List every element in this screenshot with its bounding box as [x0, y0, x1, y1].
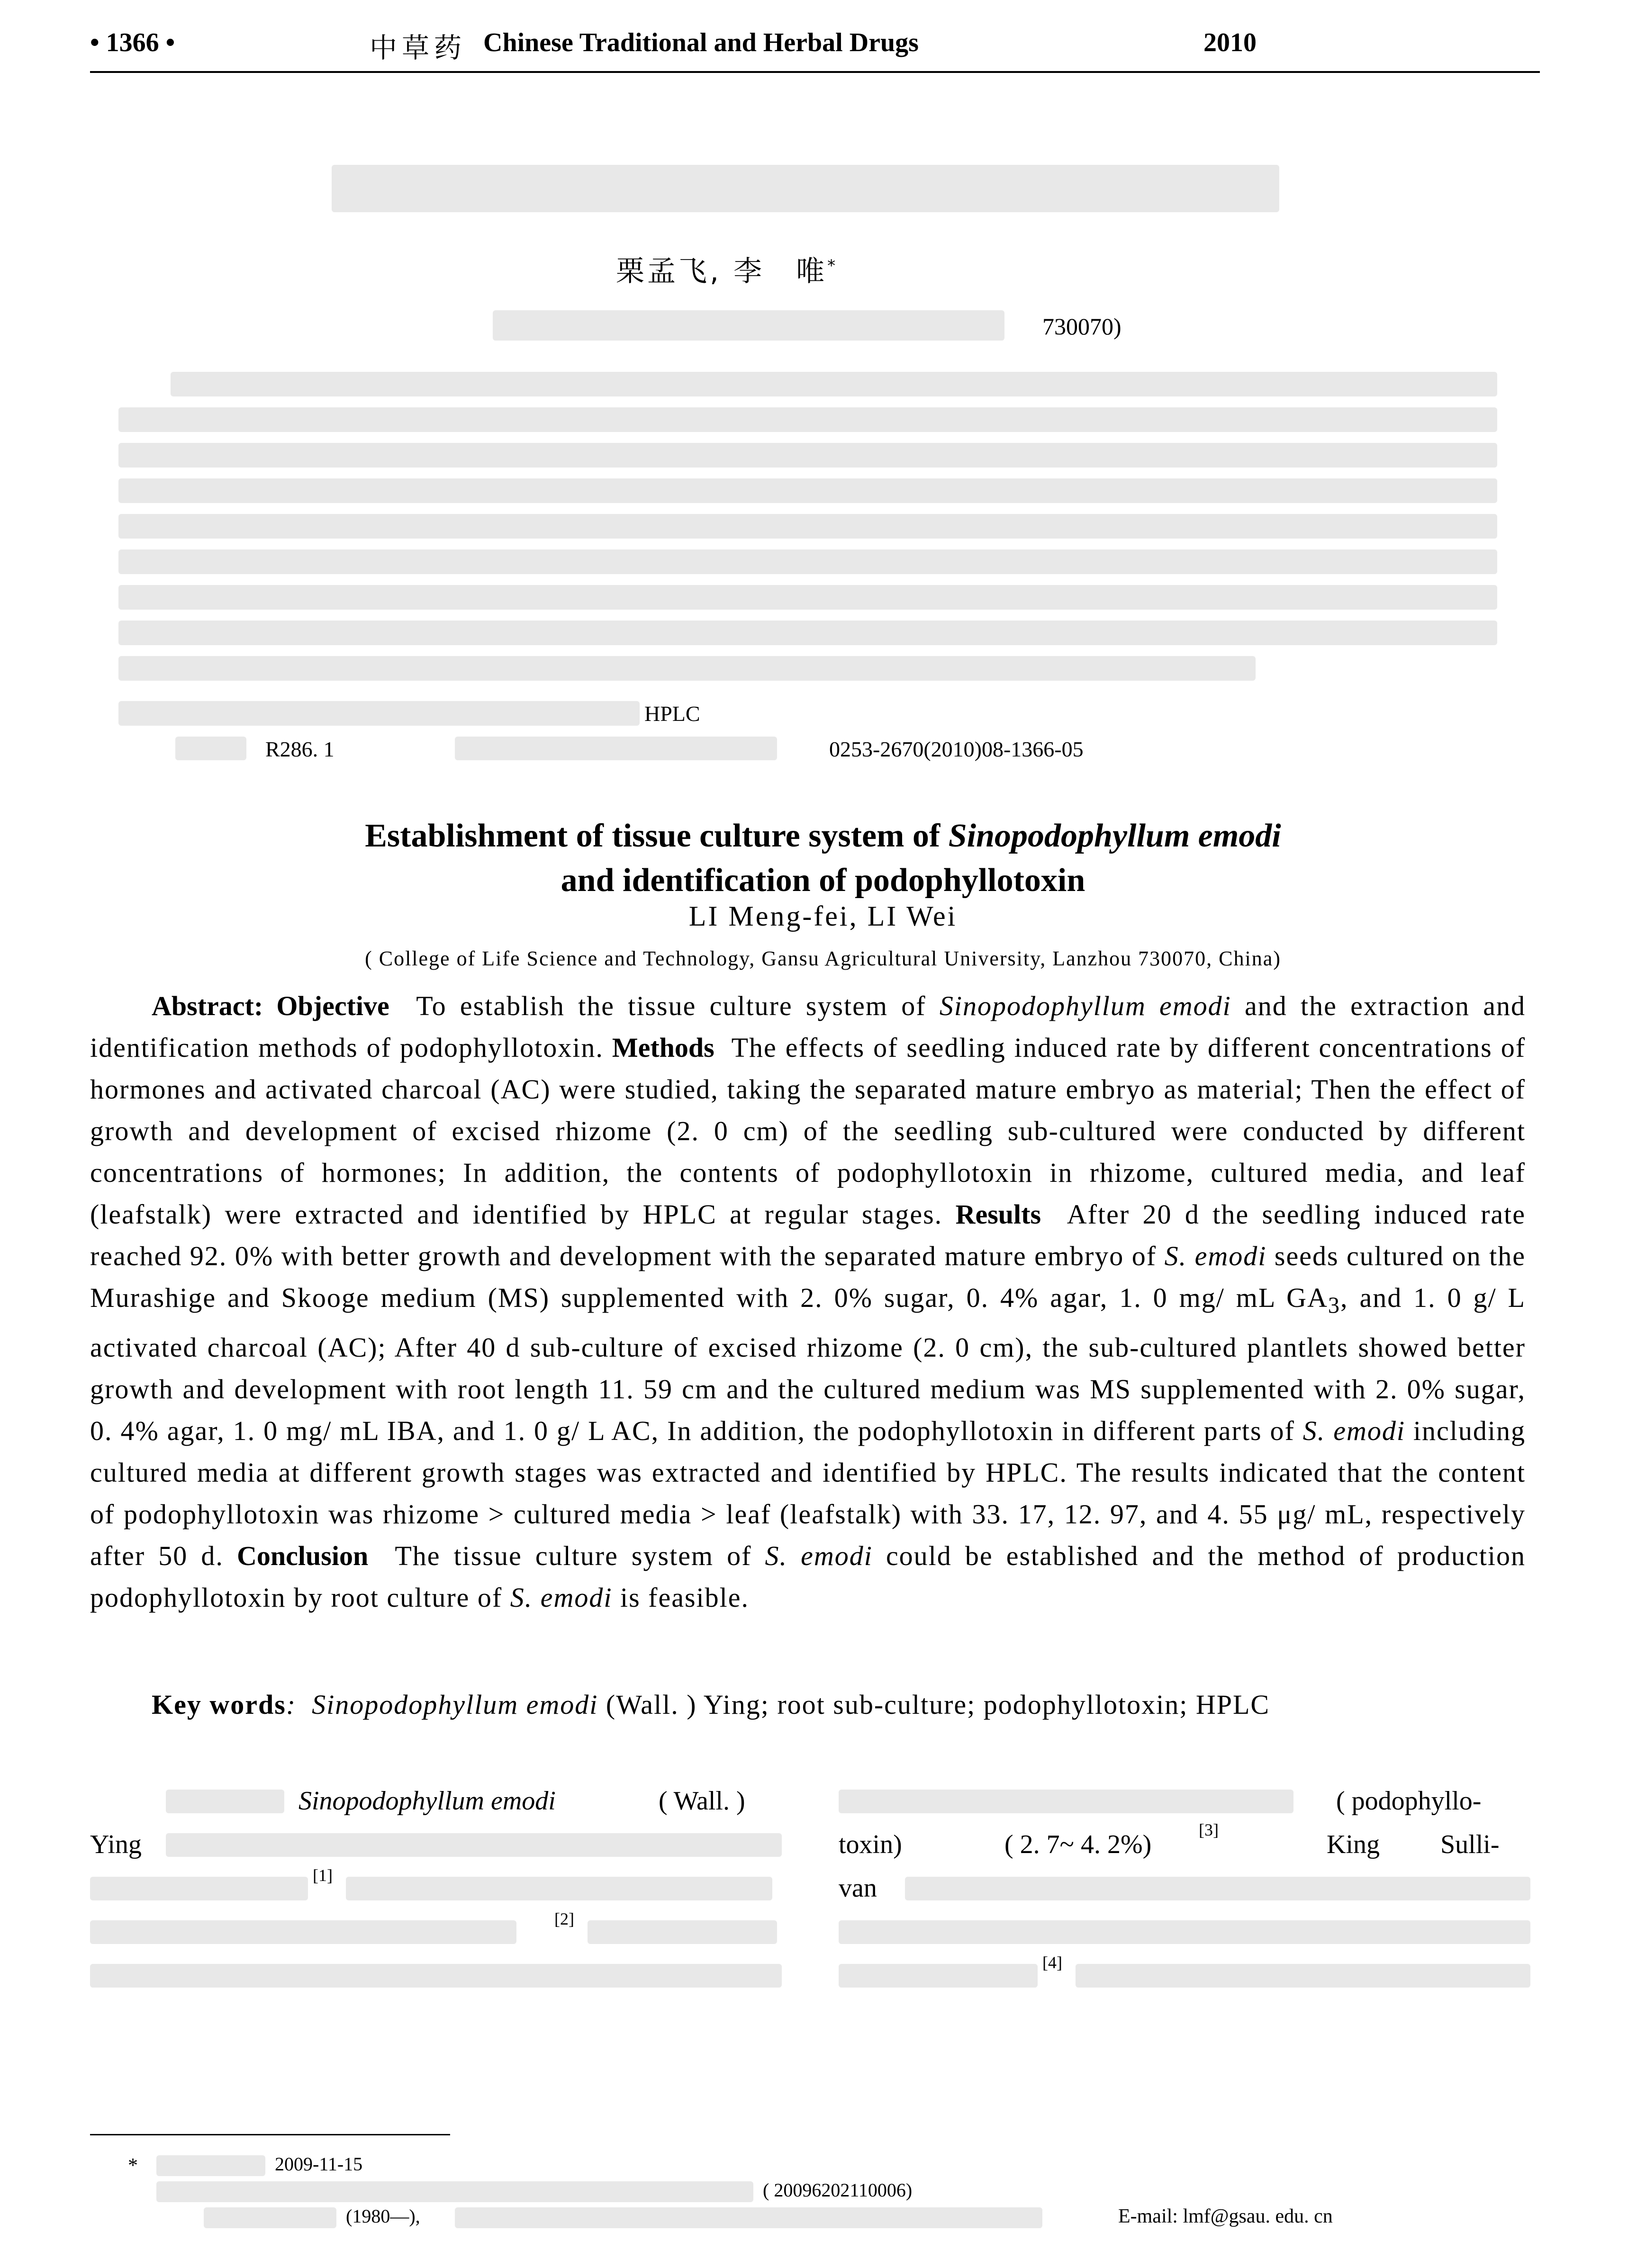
body-cn-text — [90, 1920, 516, 1944]
results-text: After 20 d the seedling induced rate reached 92. 0% with better growth and development with the separated mature embryo of — [90, 1199, 1526, 1271]
body-cn-text — [839, 1920, 1530, 1944]
title-line1: Establishment of tissue culture system of — [365, 818, 949, 854]
footnote-email: E-mail: lmf@gsau. edu. cn — [1118, 2205, 1333, 2227]
footnote-birth-year: (1980—), — [346, 2205, 420, 2227]
body-cn-text — [90, 1964, 782, 1988]
running-header — [90, 27, 1540, 65]
body-cn-text — [839, 1964, 1038, 1988]
conclusion-species: S. emodi — [765, 1540, 873, 1571]
footnote-grant-number: ( 20096202110006) — [763, 2179, 913, 2201]
title-line2: and identification of podophyllotoxin — [561, 862, 1085, 899]
chinese-abstract-line — [118, 407, 1497, 432]
chinese-class-label-unreadable — [175, 737, 246, 760]
chinese-abstract-line — [118, 656, 1256, 681]
author-footnote-mark: * — [827, 256, 839, 275]
english-affiliation: ( College of Life Science and Technology, Gansu Agricultural University, Lanzhou 730070, China) — [365, 947, 1281, 970]
body-sulli: Sulli- — [1440, 1830, 1500, 1859]
footnote-received-date: 2009-11-15 — [275, 2153, 363, 2175]
journal-name-cn: 中草药 — [370, 32, 467, 64]
keywords-label: Key words — [152, 1689, 286, 1720]
conclusion-label: Conclusion — [237, 1540, 369, 1571]
results-text: seeds cultured on the Murashige and Skooge medium (MS) supplemented with 2. 0% sugar, 0. 4% agar, 1. 0 mg/ mL GA — [90, 1241, 1526, 1313]
results-text: , and 1. 0 g/ L activated charcoal (AC); After 40 d sub-culture of excised rhizome (2. 0 cm), the sub-cultured plantlets showed better growth and development with root length 11. 59 cm and the cultured medium was MS supplemented with 2. 0% sugar, 0. 4% agar, 1. 0 mg/ mL IBA, and 1. 0 g/ L AC, In addition, the podophyllotoxin in different parts of — [90, 1282, 1526, 1446]
conclusion-species: S. emodi — [510, 1582, 613, 1613]
conclusion-text: The tissue culture system of — [395, 1540, 765, 1571]
classification-number: R286. 1 — [265, 737, 335, 761]
body-left-column — [90, 1786, 787, 2036]
english-keywords — [152, 1689, 1526, 1720]
chinese-abstract-line — [118, 549, 1497, 574]
title-species: Sinopodophyllum emodi — [948, 818, 1281, 854]
article-number: 0253-2670(2010)08-1366-05 — [829, 737, 1084, 761]
objective-text: To establish the tissue culture system of — [416, 990, 940, 1021]
body-cn-text — [90, 1877, 308, 1900]
keywords-colon: : — [286, 1689, 297, 1720]
body-toxin: toxin) — [839, 1830, 902, 1859]
chinese-abstract-line — [118, 443, 1497, 468]
methods-text: The effects of seedling induced rate by different concentrations of hormones and activated charcoal (AC) were studied, taking the separated mature embryo as material; Then the effect of growth and development of excised rhizome (2. 0 cm) of the seedling sub-cultured were conducted by different concentrations of hormones; In addition, the contents of podophyllotoxin in rhizome, cultured media, and leaf (leafstalk) were extracted and identified by HPLC at regular stages. — [90, 1032, 1526, 1230]
english-abstract — [90, 985, 1526, 1619]
body-cn-text — [166, 1790, 284, 1813]
chinese-abstract-line — [118, 585, 1497, 610]
body-species: Sinopodophyllum emodi — [298, 1786, 556, 1816]
body-percentage: ( 2. 7~ 4. 2%) — [1004, 1830, 1152, 1859]
footnote-bio-unreadable — [455, 2207, 1042, 2228]
chinese-abstract-line — [118, 621, 1497, 645]
objective-text-end: and the extraction and identification methods of podophyllotoxin. — [90, 990, 1526, 1063]
footnote-rule — [90, 2134, 450, 2135]
chinese-author-names: 栗孟飞, 李 唯 — [616, 255, 828, 288]
footnote-bio-unreadable — [204, 2207, 336, 2228]
body-cn-text — [839, 1790, 1293, 1813]
results-label: Results — [955, 1199, 1041, 1230]
body-authority: ( Wall. ) — [659, 1786, 745, 1816]
body-king: King — [1327, 1830, 1380, 1859]
footnote-received-label-unreadable — [156, 2155, 265, 2176]
footnote-grant-unreadable — [156, 2181, 753, 2202]
body-cn-text — [346, 1877, 772, 1900]
body-cn-text — [905, 1877, 1530, 1900]
chinese-doc-code-unreadable — [455, 737, 777, 760]
keywords-list: (Wall. ) Ying; root sub-culture; podophyllotoxin; HPLC — [598, 1689, 1270, 1720]
chinese-abstract-line — [118, 478, 1497, 503]
chinese-keywords-unreadable — [118, 701, 640, 726]
results-species: S. emodi — [1302, 1415, 1405, 1446]
header-rule — [90, 71, 1540, 73]
journal-year: 2010 — [1203, 28, 1257, 57]
chinese-authors — [616, 249, 838, 289]
english-authors: LI Meng-fei, LI Wei — [688, 900, 958, 932]
body-right-column — [839, 1786, 1535, 2036]
journal-name-en: Chinese Traditional and Herbal Drugs — [483, 28, 919, 57]
results-species: S. emodi — [1164, 1241, 1267, 1271]
chinese-title-unreadable — [332, 165, 1279, 212]
body-podophyllo: ( podophyllo- — [1336, 1786, 1482, 1816]
objective-species: Sinopodophyllum emodi — [939, 990, 1231, 1021]
body-cn-text — [588, 1920, 777, 1944]
body-ref-1: [1] — [313, 1866, 333, 1885]
abstract-label: Abstract: — [152, 990, 263, 1021]
footnote-star: * — [128, 2155, 138, 2177]
body-ref-2: [2] — [554, 1909, 574, 1928]
body-ref-4: [4] — [1042, 1953, 1062, 1972]
conclusion-text: is feasible. — [612, 1582, 750, 1613]
body-cn-text — [1076, 1964, 1530, 1988]
conclusion-text: could be established and the method of production podophyllotoxin by root culture of — [90, 1540, 1526, 1613]
objective-label: Objective — [276, 990, 389, 1021]
body-cn-text — [166, 1833, 782, 1857]
ga-subscript: 3 — [1328, 1293, 1341, 1318]
chinese-abstract-line — [118, 514, 1497, 539]
english-title — [95, 814, 1551, 903]
chinese-keywords-hplc: HPLC — [644, 702, 700, 726]
chinese-affiliation-unreadable — [493, 310, 1004, 341]
body-van: van — [839, 1873, 877, 1903]
chinese-affiliation-zip: 730070) — [1042, 313, 1121, 340]
results-text: including cultured media at different growth stages was extracted and identified by HPLC. The results indicated that the content of podophyllotoxin was rhizome > cultured media > leaf (leafstalk) with 33. 17, 12. 97, and 4. 55 μg/ mL, respectively after 50 d. — [90, 1415, 1526, 1571]
methods-label: Methods — [612, 1032, 714, 1063]
keywords-species: Sinopodophyllum emodi — [312, 1689, 598, 1720]
chinese-abstract-line — [171, 372, 1497, 396]
body-ref-3: [3] — [1199, 1820, 1219, 1839]
page-number: • 1366 • — [90, 28, 175, 57]
body-ying: Ying — [90, 1830, 142, 1859]
